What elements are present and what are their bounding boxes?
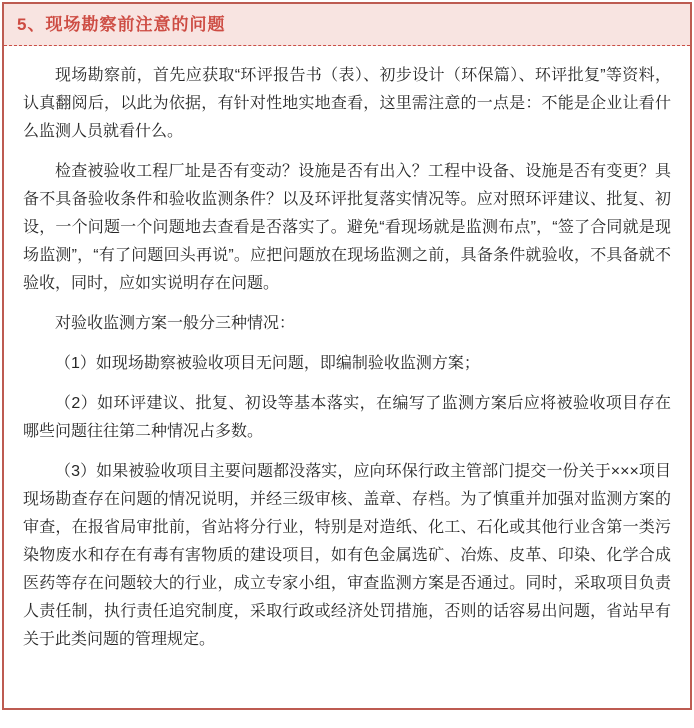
paragraph-intro: 现场勘察前，首先应获取“环评报告书（表）、初步设计（环保篇）、环评批复”等资料，认真翻阅后，以此为依据，有针对性地实地查看，这里需注意的一点是：不能是企业让看什么监测人员就看什么。	[23, 67, 671, 140]
paragraph-case-3: （3）如果被验收项目主要问题都没落实，应向环保行政主管部门提交一份关于×××项目现场勘查存在问题的情况说明，并经三级审核、盖章、存档。为了慎重并加强对监测方案的审查，在报省局审批前，省站将分行业，特别是对造纸、化工、石化或其他行业含第一类污染物废水和存在有毒有害物质的建设项目，如有色金属选矿、冶炼、皮革、印染、化学合成医药等存在问题较大的行业，成立专家小组，审查监测方案是否通过。同时，采取项目负责人责任制，执行责任追究制度，采取行政或经济处罚措施，否则的话容易出问题，省站早有关于此类问题的管理规定。	[23, 463, 671, 648]
paragraph-inspection-checks: 检查被验收工程厂址是否有变动？设施是否有出入？工程中设备、设施是否有变更？具备不具备验收条件和验收监测条件？以及环评批复落实情况等。应对照环评建议、批复、初设，一个问题一个问题地去查看是否落实了。避免“看现场就是监测布点”，“签了合同就是现场监测”，“有了问题回头再说”。应把问题放在现场监测之前，具备条件就验收，不具备就不验收，同时，应如实说明存在问题。	[23, 163, 671, 292]
section-header	[4, 4, 690, 46]
paragraph-case-1: （1）如现场勘察被验收项目无问题，即编制验收监测方案；	[55, 355, 480, 372]
section-title: 5、现场勘察前注意的问题	[17, 15, 226, 34]
paragraph-three-cases-lead: 对验收监测方案一般分三种情况：	[55, 315, 296, 332]
document-panel	[2, 2, 692, 710]
document-body	[4, 46, 690, 688]
paragraph-case-2: （2）如环评建议、批复、初设等基本落实，在编写了监测方案后应将被验收项目存在哪些问题往往第二种情况占多数。	[23, 395, 671, 440]
